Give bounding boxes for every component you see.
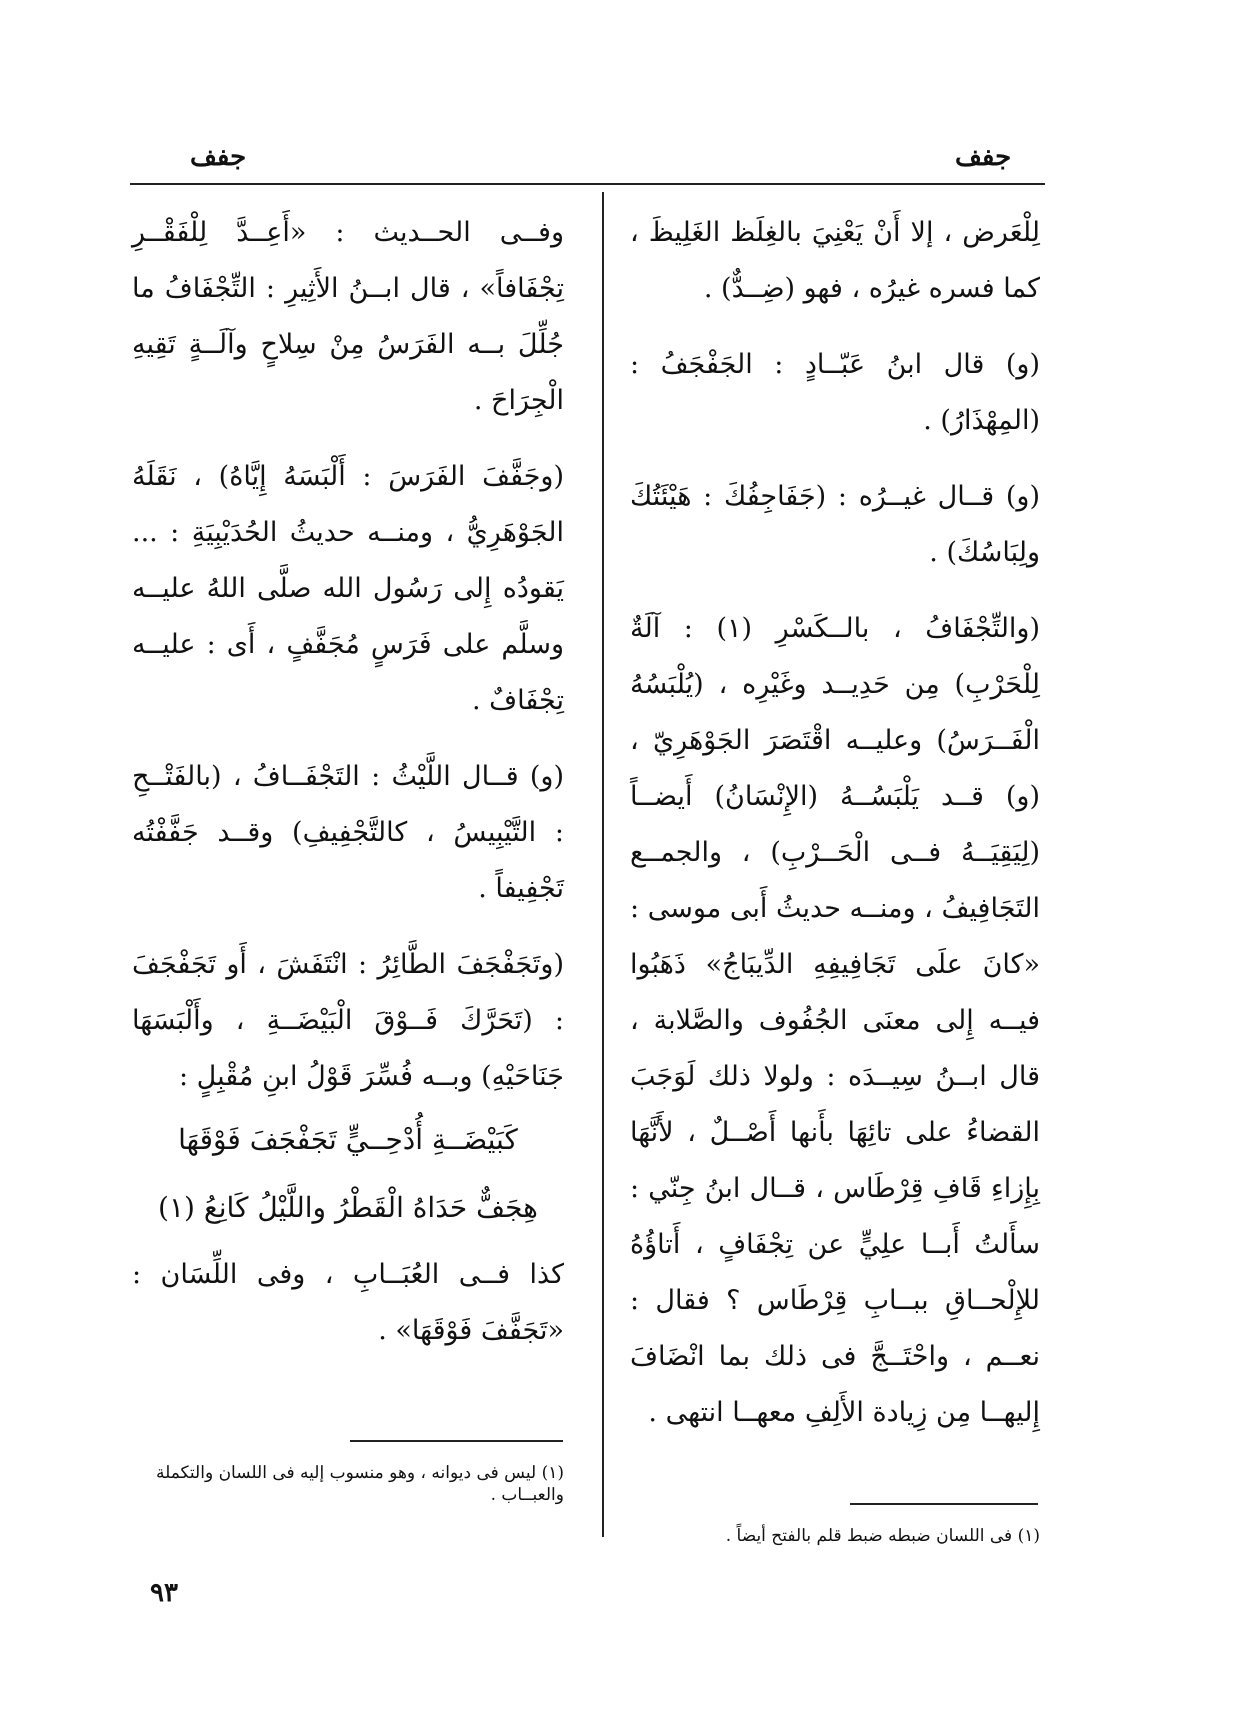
- footnote-rule-right: [850, 1503, 1038, 1505]
- left-paragraph-2: (وجَفَّفَ الفَرَسَ : أَلْبَسَهُ إِيَّاهُ) ، نَقَلَهُ الجَوْهَرِيُّ ، ومنــه حديثُ الحُدَيْبِيَةِ : ... يَقودُه إِلى رَسُول الله صلَّى اللهُ عليــه وسلَّم على فَرَسٍ مُجَفَّفٍ ، أَى : عليــه تِجْفَافٌ .: [132, 461, 564, 716]
- right-paragraph-3: (و) قــال غيــرُه : (جَفَاجِفُكَ : هَيْئَتُكَ ولِبَاسُكَ) .: [630, 481, 1040, 568]
- footnote-left: (١) ليس فى ديوانه ، وهو منسوب إليه فى اللسان والتكملة والعبــاب .: [155, 1463, 564, 1505]
- right-paragraph-2: (و) قال ابنُ عَبّــادٍ : الجَفْجَفُ : (المِهْذَارُ) .: [630, 349, 1040, 436]
- footnote-right: (١) فى اللسان ضبطه ضبط قلم بالفتح أيضاً .: [725, 1526, 1040, 1546]
- running-head-right: جفف: [955, 142, 1012, 172]
- right-paragraph-1: لِلْعَرض ، إلا أَنْ يَعْنِيَ بالغِلَظ الغَلِيظَ ، كما فسره غيرُه ، فهو (ضِــدٌّ) .: [630, 217, 1040, 304]
- verse-line-2: هِجَفٌّ حَدَاهُ الْقَطْرُ واللَّيْلُ كَانِعُ (١): [158, 1191, 538, 1224]
- left-closing-paragraph: كذا فــى العُبَــابِ ، وفى اللِّسَان : «تَجَفَّفَ فَوْقَهَا» .: [132, 1259, 564, 1346]
- page-number: ٩٣: [150, 1578, 178, 1608]
- header-rule: [130, 183, 1045, 185]
- left-paragraph-3: (و) قــال اللَّيْثُ : التَجْفَــافُ ، (بالفَتْــحِ : التَّيْبِيسُ ، كالتَّجْفِيفِ) وقــد جَفَّفْتُه تَجْفِيفاً .: [132, 761, 564, 904]
- right-paragraph-4: (والتِّجْفَافُ ، بالــكَسْرِ (١) : آلَةٌ لِلْحَرْبِ) مِن حَدِيــد وغَيْرِه ، (يُلْبَسُهُ الْفَــرَسُ) وعليــه اقْتَصَرَ الجَوْهَرِيّ ، (و) قــد يَلْبَسُــهُ (الإِنْسَانُ) أَيضــاً (لِيَقِيَــهُ فــى الْحَــرْبِ) ، والجمــع التَجَافِيفُ ، ومنــه حديثُ أَبى موسى : «كانَ علَى تَجَافِيفِهِ الدِّيبَاجُ» ذَهَبُوا فيــه إِلى معنَى الجُفُوف والصَّلابة ، قال ابــنُ سِيــدَه : ولولا ذلك لَوَجَبَ القضاءُ على تائِهَا بأَنها أَصْــلٌ ، لأَنَّهَا بِإِزاءِ قَافِ قِرْطَاس ، قــال ابنُ جِنّي : سأَلتُ أَبــا علِيٍّ عن تِجْفَافٍ ، أَتاؤُهُ للإِلْحــاقِ ببــابِ قِرْطَاس ؟ فقال : نعــم ، واحْتَــجَّ فى ذلك بما انْضَافَ إِليهــا مِن زِيادة الأَلِفِ معهــا انتهى .: [630, 613, 1041, 1428]
- running-head-left: جفف: [190, 142, 247, 172]
- footnote-rule-left: [350, 1440, 563, 1442]
- column-divider: [602, 192, 604, 1537]
- left-paragraph-1: وفــى الحــديث : «أَعِــدَّ لِلْفَقْــرِ تِجْفَافاً» ، قال ابــنُ الأَثِيرِ : التِّجْفَافُ ما جُلِّلَ بــه الفَرَسُ مِنْ سِلاحٍ وآلَــةٍ تَقِيهِ الْجِرَاحَ .: [132, 217, 564, 416]
- right-column: [630, 205, 1040, 1461]
- left-paragraph-4: (وتَجَفْجَفَ الطَّائِرُ : انْتَفَشَ ، أَو تَجَفْجَفَ : (تَحَرَّكَ فَــوْقَ الْبَيْضَــةِ ، وأَلْبَسَهَا جَنَاحَيْهِ) وبــه فُسِّرَ قَوْلُ ابنِ مُقْبِلٍ :: [132, 949, 564, 1092]
- left-column: [132, 205, 564, 1379]
- verse-line-1: كَبَيْضَــةِ أُدْحِــيٍّ تَجَفْجَفَ فَوْقَهَا: [178, 1123, 518, 1156]
